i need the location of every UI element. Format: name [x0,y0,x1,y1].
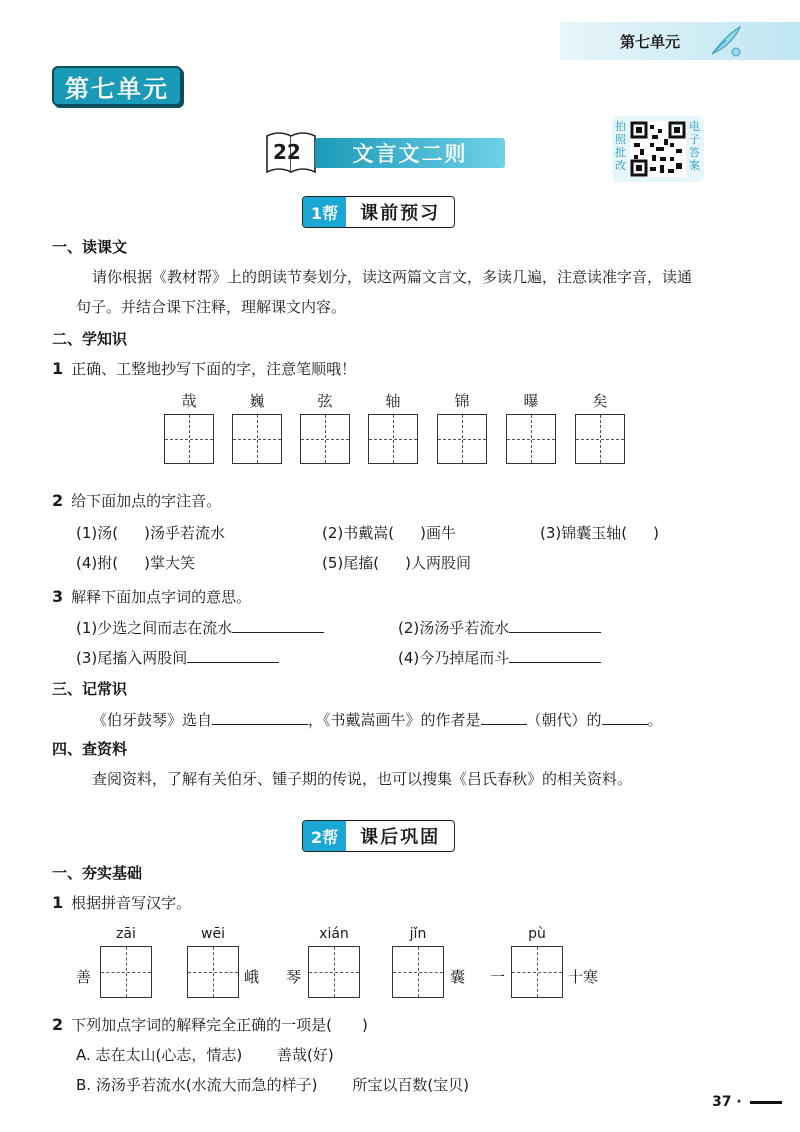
s2-q2-num: 2 [52,1015,64,1034]
page-number-text: 37 · [712,1094,742,1110]
header-tab [560,22,800,60]
writing-grid[interactable] [392,946,444,998]
q2-item-post: )汤乎若流水 [144,524,225,542]
char-label: 弦 [317,392,333,410]
page-rule [750,1101,782,1104]
word-before: 善 [76,968,92,986]
q3-item[interactable] [398,646,601,668]
writing-grid[interactable] [187,946,239,998]
q3-item-text: (4)今乃掉尾而斗 [398,649,510,667]
option-a[interactable] [76,1044,334,1065]
page-number [712,1094,782,1110]
q1-num: 1 [52,359,64,378]
q3-text: 解释下面加点字词的意思。 [71,588,252,606]
unit-banner [52,66,182,106]
q2-item[interactable] [322,522,456,543]
s2-q2 [52,1014,368,1035]
section2-badge [302,820,455,852]
q2-item-pre: (5)尾搐( [322,554,380,572]
q2-item[interactable] [76,552,195,573]
word-after: 十寒 [568,968,599,986]
q2-text: 给下面加点的字注音。 [71,492,222,510]
q2-item-post: )人两股间 [405,554,471,572]
knowledge-text-2: ，《书戴嵩画牛》的作者是 [308,711,481,729]
qr-block[interactable] [612,116,704,182]
writing-grid[interactable] [506,414,556,464]
q2-item[interactable] [540,522,659,543]
q3-item-text: (1)少选之间而志在流水 [76,619,233,637]
lesson-title-text: 文言文二则 [352,142,468,166]
q2-item[interactable] [322,552,471,573]
quill-icon [706,24,746,58]
word-after: 囊 [450,968,466,986]
qr-left-text: 拍照批改 [615,120,626,172]
lesson-title-bar [315,138,505,168]
writing-grid[interactable] [232,414,282,464]
section2-badge-num: 2帮 [303,821,346,851]
writing-grid[interactable] [100,946,152,998]
q2-item-pre: (4)拊( [76,554,119,572]
learn-heading: 二、学知识 [52,330,128,348]
q2-item-pre: (1)汤( [76,524,119,542]
knowledge-line[interactable] [92,708,663,730]
q2-item-pre: (2)书戴嵩( [322,524,395,542]
writing-grid[interactable] [437,414,487,464]
research-heading: 四、查资料 [52,740,128,758]
word-before: 一 [490,968,506,986]
writing-grid[interactable] [300,414,350,464]
option-b-part2: 所宝以百数(宝贝) [352,1076,470,1094]
q2-item-pre: (3)锦囊玉轴( [540,524,628,542]
q2-num: 2 [52,491,64,510]
option-a-part2: 善哉(好) [277,1046,334,1064]
section2-badge-title: 课后巩固 [360,827,441,848]
writing-grid[interactable] [575,414,625,464]
q3-explain [52,586,251,607]
q3-num: 3 [52,587,64,606]
section1-badge [302,196,455,228]
pinyin-label: zāi [116,926,136,942]
basics-heading: 一、夯实基础 [52,864,143,882]
knowledge-heading: 三、记常识 [52,680,128,698]
q2-item-post: )画牛 [420,524,456,542]
read-text-line2: 句子。并结合课下注释，理解课文内容。 [76,298,347,316]
knowledge-text-4: 。 [647,711,663,729]
q2-item[interactable] [76,522,225,543]
pinyin-label: pù [528,926,546,942]
char-label: 轴 [385,392,401,410]
pinyin-label: xián [319,926,349,942]
writing-grid[interactable] [511,946,563,998]
word-after: 峨 [244,968,260,986]
q3-item[interactable] [76,646,279,668]
answer-blank[interactable] [232,616,324,633]
option-b-part1: B. 汤汤乎若流水(水流大而急的样子) [76,1076,318,1094]
q1-copy-chars [52,358,356,379]
qr-code-icon [630,121,686,177]
knowledge-text-1: 《伯牙鼓琴》选自 [92,711,213,729]
q3-item[interactable] [398,616,601,638]
char-label: 哉 [181,392,197,410]
lesson-title [265,130,505,174]
read-text-line1: 请你根据《教材帮》上的朗读节奏划分，读这两篇文言文，多读几遍，注意读准字音，读通 [92,268,693,286]
char-label: 矣 [592,392,608,410]
section1-badge-title: 课前预习 [360,203,441,224]
answer-blank[interactable] [509,646,601,663]
q3-item-text: (3)尾搐入两股间 [76,649,188,667]
pinyin-label: jǐn [409,926,427,942]
qr-right-text: 电子答案 [689,120,700,172]
q3-item-text: (2)汤汤乎若流水 [398,619,510,637]
option-b[interactable] [76,1074,469,1095]
q3-item[interactable] [76,616,324,638]
lesson-number: 22 [273,140,301,164]
answer-blank[interactable] [212,708,308,725]
char-label: 曝 [523,392,539,410]
answer-blank[interactable] [481,708,527,725]
q2-item-post: )掌大笑 [144,554,195,572]
writing-grid[interactable] [308,946,360,998]
answer-blank[interactable] [187,646,279,663]
q2-pinyin [52,490,221,511]
s2-q1-text: 根据拼音写汉字。 [71,894,192,912]
answer-blank[interactable] [602,708,648,725]
unit-banner-text: 第七单元 [65,74,169,103]
knowledge-text-3: （朝代）的 [526,711,602,729]
word-before: 琴 [286,968,302,986]
research-line: 查阅资料，了解有关伯牙、锺子期的传说，也可以搜集《吕氏春秋》的相关资料。 [92,770,633,788]
writing-grid[interactable] [368,414,418,464]
char-label: 锦 [454,392,470,410]
s2-q1 [52,892,191,913]
pinyin-label: wēi [201,926,225,942]
answer-blank[interactable] [509,616,601,633]
option-a-part1: A. 志在太山(心志，情志) [76,1046,243,1064]
s2-q1-num: 1 [52,893,64,912]
header-unit-label: 第七单元 [620,33,681,51]
q2-item-post: ) [653,524,659,542]
read-text-heading: 一、读课文 [52,238,128,256]
s2-q2-text: 下列加点字词的解释完全正确的一项是( ) [71,1016,368,1034]
section1-badge-num: 1帮 [303,197,346,227]
writing-grid[interactable] [164,414,214,464]
char-label: 巍 [249,392,265,410]
q1-text: 正确、工整地抄写下面的字，注意笔顺哦！ [71,360,357,378]
